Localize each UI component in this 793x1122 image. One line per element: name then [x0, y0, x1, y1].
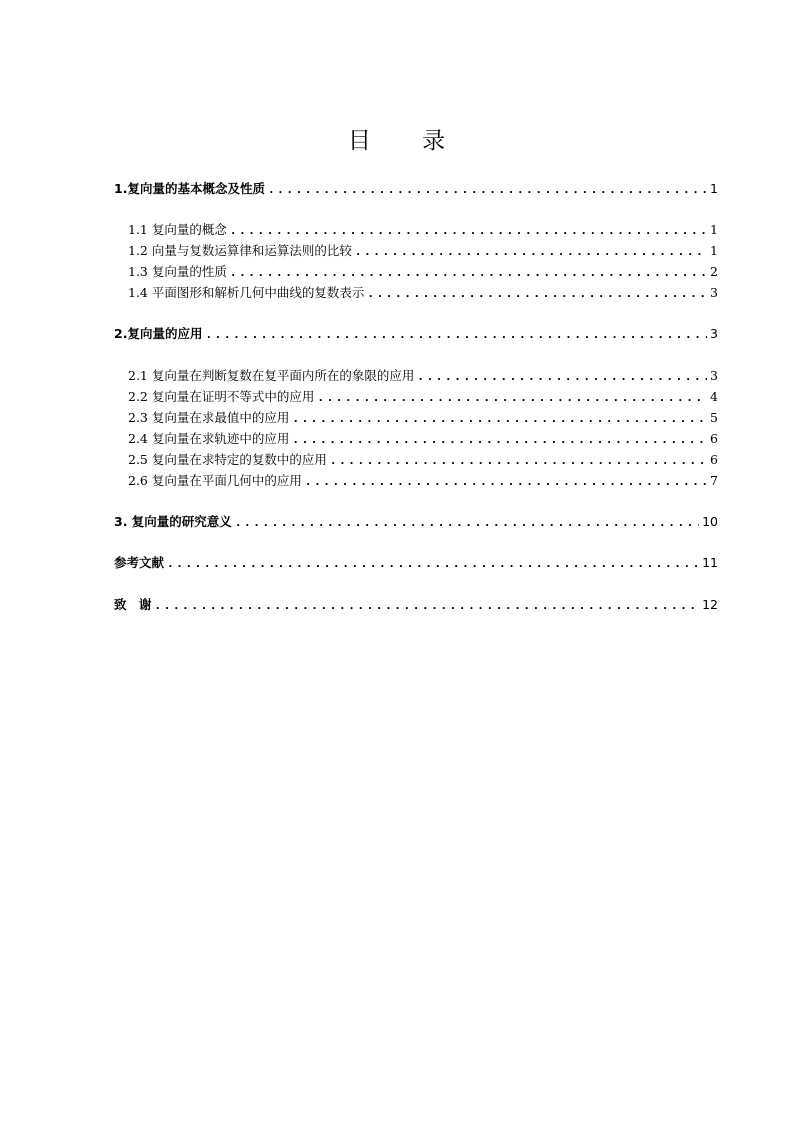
toc-entry-1-1[interactable]	[128, 222, 718, 239]
toc-entry-1-4[interactable]	[128, 285, 718, 302]
toc-entry-references[interactable]	[114, 555, 718, 572]
dot-leader	[230, 265, 707, 281]
dot-leader	[317, 390, 707, 406]
toc-entry-label: 3. 复向量的研究意义	[114, 514, 232, 529]
toc-entry-section-2[interactable]	[114, 326, 718, 343]
dot-leader	[367, 286, 707, 302]
toc-entry-label: 1.复向量的基本概念及性质	[114, 181, 265, 196]
toc-entry-page: 3	[710, 368, 718, 383]
toc-entry-label: 2.1 复向量在判断复数在复平面内所在的象限的应用	[128, 368, 415, 383]
dot-leader	[235, 515, 699, 531]
toc-entry-page: 11	[702, 555, 718, 570]
toc-entry-page: 3	[710, 326, 718, 341]
dot-leader	[205, 327, 707, 343]
toc-entry-2-4[interactable]	[128, 431, 718, 448]
toc-entry-label: 致 谢	[114, 597, 152, 612]
toc-entry-1-2[interactable]	[128, 243, 718, 260]
dot-leader	[230, 223, 707, 239]
toc-entry-page: 1	[710, 243, 718, 258]
dot-leader	[167, 556, 699, 572]
dot-leader	[417, 369, 707, 385]
toc-entry-2-5[interactable]	[128, 452, 718, 469]
toc-entry-page: 6	[710, 431, 718, 446]
toc-entry-page: 7	[710, 473, 718, 488]
toc-entry-2-3[interactable]	[128, 410, 718, 427]
toc-entry-page: 10	[702, 514, 718, 529]
toc-entry-page: 12	[702, 597, 718, 612]
toc-entry-label: 1.4 平面图形和解析几何中曲线的复数表示	[128, 285, 365, 300]
toc-entry-section-1[interactable]	[114, 181, 718, 198]
toc-entry-page: 3	[710, 285, 718, 300]
dot-leader	[292, 432, 707, 448]
toc-entry-page: 6	[710, 452, 718, 467]
toc-entry-label: 2.2 复向量在证明不等式中的应用	[128, 389, 315, 404]
toc-entry-label: 1.3 复向量的性质	[128, 264, 227, 279]
toc-entry-label: 2.4 复向量在求轨迹中的应用	[128, 431, 290, 446]
toc-entry-label: 1.1 复向量的概念	[128, 222, 227, 237]
dot-leader	[330, 453, 707, 469]
toc-entry-1-3[interactable]	[128, 264, 718, 281]
toc-entry-page: 1	[710, 181, 718, 196]
toc-entry-label: 2.6 复向量在平面几何中的应用	[128, 473, 302, 488]
toc-entry-page: 2	[710, 264, 718, 279]
toc-entry-acknowledgements[interactable]	[114, 597, 718, 614]
toc-entry-label: 参考文献	[114, 555, 165, 570]
dot-leader	[305, 474, 707, 490]
dot-leader	[268, 182, 707, 198]
dot-leader	[292, 411, 707, 427]
toc-entry-label: 1.2 向量与复数运算律和运算法则的比较	[128, 243, 352, 258]
dot-leader	[155, 598, 699, 614]
toc-entry-page: 5	[710, 410, 718, 425]
toc-entry-label: 2.5 复向量在求特定的复数中的应用	[128, 452, 327, 467]
toc-entry-page: 4	[710, 389, 718, 404]
toc-entry-label: 2.3 复向量在求最值中的应用	[128, 410, 290, 425]
toc-title: 目 录	[347, 128, 468, 154]
toc-entry-2-6[interactable]	[128, 473, 718, 490]
toc-entry-section-3[interactable]	[114, 514, 718, 531]
toc-entry-2-2[interactable]	[128, 389, 718, 406]
toc-entry-page: 1	[710, 222, 718, 237]
dot-leader	[355, 244, 707, 260]
toc-entry-2-1[interactable]	[128, 368, 718, 385]
toc-entry-label: 2.复向量的应用	[114, 326, 203, 341]
